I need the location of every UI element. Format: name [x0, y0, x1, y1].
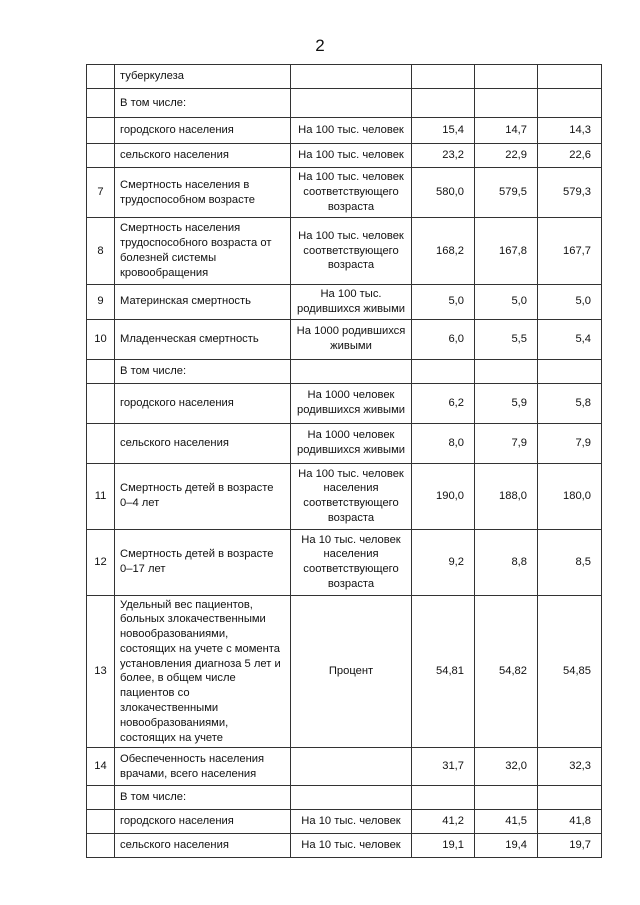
- unit-of-measure: На 1000 человек родившихся живыми: [291, 423, 412, 463]
- indicator-name: городского населения: [115, 118, 291, 144]
- value-year-2: 22,9: [475, 144, 538, 168]
- table-row: [87, 463, 602, 529]
- value-year-1: 9,2: [412, 529, 475, 595]
- indicator-name: Смертность детей в возрасте 0–4 лет: [115, 463, 291, 529]
- value-year-2: 19,4: [475, 834, 538, 858]
- value-year-1: [412, 359, 475, 383]
- value-year-2: 5,0: [475, 285, 538, 320]
- table-row: [87, 89, 602, 118]
- value-year-1: 23,2: [412, 144, 475, 168]
- value-year-2: 5,5: [475, 319, 538, 359]
- table-row: [87, 144, 602, 168]
- value-year-3: 167,7: [538, 218, 602, 285]
- unit-of-measure: [291, 786, 412, 810]
- value-year-2: [475, 65, 538, 89]
- value-year-2: 7,9: [475, 423, 538, 463]
- value-year-3: 5,8: [538, 383, 602, 423]
- table-row: [87, 285, 602, 320]
- indicators-table: [86, 64, 602, 858]
- indicator-name: Материнская смертность: [115, 285, 291, 320]
- row-number: 12: [87, 529, 115, 595]
- indicator-name: Смертность населения в трудоспособном возрасте: [115, 168, 291, 218]
- row-number: [87, 383, 115, 423]
- value-year-3: [538, 89, 602, 118]
- unit-of-measure: На 100 тыс. человек: [291, 118, 412, 144]
- value-year-2: [475, 786, 538, 810]
- value-year-1: 190,0: [412, 463, 475, 529]
- row-number: [87, 118, 115, 144]
- row-number: 8: [87, 218, 115, 285]
- indicator-name: сельского населения: [115, 144, 291, 168]
- unit-of-measure: На 100 тыс. человек: [291, 144, 412, 168]
- indicator-name: Младенческая смертность: [115, 319, 291, 359]
- row-number: [87, 89, 115, 118]
- value-year-3: [538, 786, 602, 810]
- row-number: 13: [87, 595, 115, 748]
- value-year-1: 19,1: [412, 834, 475, 858]
- value-year-2: [475, 89, 538, 118]
- page-number: 2: [315, 36, 325, 55]
- value-year-3: 5,0: [538, 285, 602, 320]
- table-row: [87, 118, 602, 144]
- unit-of-measure: [291, 89, 412, 118]
- row-number: 14: [87, 748, 115, 786]
- value-year-2: 188,0: [475, 463, 538, 529]
- value-year-3: 14,3: [538, 118, 602, 144]
- indicator-name: Смертность детей в возрасте 0–17 лет: [115, 529, 291, 595]
- unit-of-measure: На 10 тыс. человек: [291, 810, 412, 834]
- value-year-1: 15,4: [412, 118, 475, 144]
- value-year-3: 22,6: [538, 144, 602, 168]
- unit-of-measure: Процент: [291, 595, 412, 748]
- table-row: [87, 383, 602, 423]
- indicator-name: Смертность населения трудоспособного возраста от болезней системы кровообращения: [115, 218, 291, 285]
- row-number: 9: [87, 285, 115, 320]
- indicator-name: городского населения: [115, 810, 291, 834]
- row-number: 10: [87, 319, 115, 359]
- table-row: [87, 423, 602, 463]
- row-number: [87, 359, 115, 383]
- row-number: [87, 834, 115, 858]
- unit-of-measure: [291, 748, 412, 786]
- unit-of-measure: На 1000 человек родившихся живыми: [291, 383, 412, 423]
- unit-of-measure: На 100 тыс. человек соответствующего возраста: [291, 168, 412, 218]
- value-year-3: 54,85: [538, 595, 602, 748]
- indicator-name: В том числе:: [115, 89, 291, 118]
- value-year-2: [475, 359, 538, 383]
- table-row: [87, 834, 602, 858]
- unit-of-measure: На 1000 родившихся живыми: [291, 319, 412, 359]
- value-year-3: [538, 65, 602, 89]
- row-number: [87, 144, 115, 168]
- value-year-1: 6,0: [412, 319, 475, 359]
- value-year-3: [538, 359, 602, 383]
- table-row: [87, 595, 602, 748]
- table-row: [87, 529, 602, 595]
- value-year-1: 6,2: [412, 383, 475, 423]
- value-year-3: 8,5: [538, 529, 602, 595]
- value-year-1: [412, 65, 475, 89]
- value-year-1: 54,81: [412, 595, 475, 748]
- row-number: 11: [87, 463, 115, 529]
- unit-of-measure: На 10 тыс. человек населения соответствующего возраста: [291, 529, 412, 595]
- unit-of-measure: На 100 тыс. человек населения соответствующего возраста: [291, 463, 412, 529]
- value-year-3: 579,3: [538, 168, 602, 218]
- value-year-1: 168,2: [412, 218, 475, 285]
- unit-of-measure: [291, 65, 412, 89]
- value-year-1: 41,2: [412, 810, 475, 834]
- value-year-1: 31,7: [412, 748, 475, 786]
- indicator-name: Удельный вес пациентов, больных злокачественными новообразованиями, состоящих на учете с момента установления диагноза 5 лет и более, в общем числе пациентов со злокачественными новообразованиями, состоящих на учете: [115, 595, 291, 748]
- table-row: [87, 218, 602, 285]
- table-row: [87, 319, 602, 359]
- row-number: [87, 65, 115, 89]
- table-row: [87, 65, 602, 89]
- value-year-1: 580,0: [412, 168, 475, 218]
- indicator-name: Обеспеченность населения врачами, всего населения: [115, 748, 291, 786]
- indicator-name: сельского населения: [115, 834, 291, 858]
- value-year-2: 5,9: [475, 383, 538, 423]
- value-year-2: 54,82: [475, 595, 538, 748]
- value-year-3: 41,8: [538, 810, 602, 834]
- indicator-name: городского населения: [115, 383, 291, 423]
- value-year-1: 8,0: [412, 423, 475, 463]
- unit-of-measure: На 100 тыс. родившихся живыми: [291, 285, 412, 320]
- unit-of-measure: На 10 тыс. человек: [291, 834, 412, 858]
- value-year-3: 7,9: [538, 423, 602, 463]
- indicator-name: сельского населения: [115, 423, 291, 463]
- row-number: [87, 423, 115, 463]
- value-year-2: 579,5: [475, 168, 538, 218]
- value-year-3: 5,4: [538, 319, 602, 359]
- table-row: [87, 359, 602, 383]
- row-number: [87, 810, 115, 834]
- row-number: 7: [87, 168, 115, 218]
- value-year-2: 8,8: [475, 529, 538, 595]
- value-year-1: 5,0: [412, 285, 475, 320]
- row-number: [87, 786, 115, 810]
- value-year-3: 180,0: [538, 463, 602, 529]
- value-year-1: [412, 786, 475, 810]
- value-year-2: 14,7: [475, 118, 538, 144]
- indicator-name: туберкулеза: [115, 65, 291, 89]
- value-year-3: 19,7: [538, 834, 602, 858]
- indicator-name: В том числе:: [115, 786, 291, 810]
- table-row: [87, 810, 602, 834]
- unit-of-measure: На 100 тыс. человек соответствующего возраста: [291, 218, 412, 285]
- value-year-2: 32,0: [475, 748, 538, 786]
- table-row: [87, 748, 602, 786]
- table-row: [87, 168, 602, 218]
- value-year-2: 41,5: [475, 810, 538, 834]
- value-year-3: 32,3: [538, 748, 602, 786]
- table-row: [87, 786, 602, 810]
- value-year-1: [412, 89, 475, 118]
- value-year-2: 167,8: [475, 218, 538, 285]
- unit-of-measure: [291, 359, 412, 383]
- indicator-name: В том числе:: [115, 359, 291, 383]
